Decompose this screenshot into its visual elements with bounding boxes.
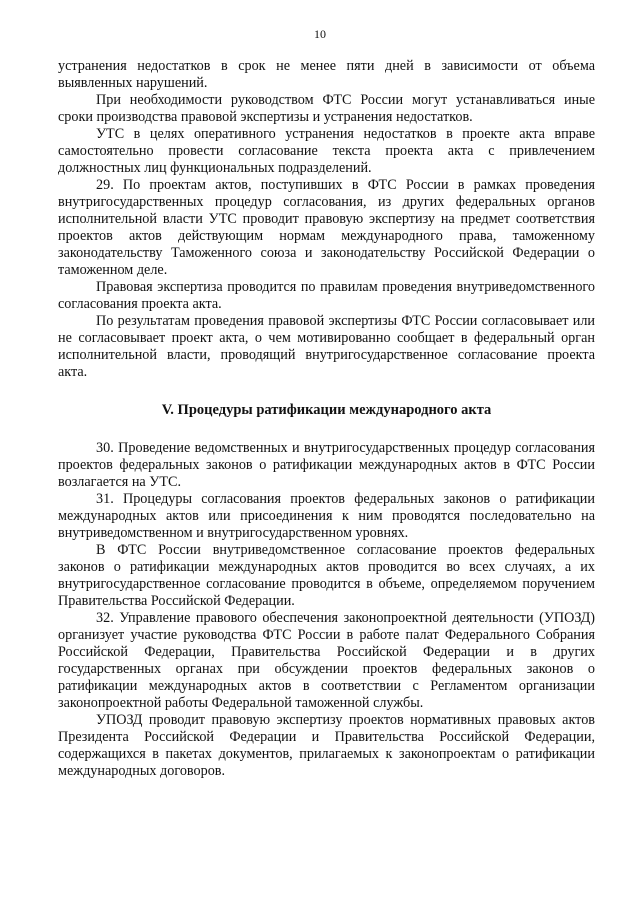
paragraph-uts-correction: УТС в целях оперативного устранения недостатков в проекте акта вправе самостоятельно провести согласование текста проекта акта с привлечением должностных лиц функциональных подразделений.	[58, 126, 595, 176]
paragraph-item-32: 32. Управление правового обеспечения законопроектной деятельности (УПОЗД) организует участие руководства ФТС России в работе палат Федерального Собрания Российской Федерации, Правительства Российской Федерации и в других государственных органах при обсуждении проектов федеральных законов о ратификации международных актов в соответствии с Регламентом организации законопроектной работы Федеральной таможенной службы.	[58, 610, 595, 711]
document-body	[58, 58, 595, 780]
paragraph-legal-expertise: Правовая экспертиза проводится по правилам проведения внутриведомственного согласования проекта акта.	[58, 279, 595, 312]
page-number: 10	[314, 27, 326, 41]
paragraph-internal-approval: В ФТС России внутриведомственное согласование проектов федеральных законов о ратификации международных актов проводится во всех случаях, а их внутригосударственное согласование проводится в объеме, определяемом поручением Правительства Российской Федерации.	[58, 542, 595, 609]
section-heading: V. Процедуры ратификации международного акта	[161, 402, 492, 418]
paragraph-expertise-results: По результатам проведения правовой экспертизы ФТС России согласовывает или не согласовывает проект акта, о чем мотивированно сообщает в федеральный орган исполнительной власти, проводящий внутригосударственное согласование проекта акта.	[58, 313, 595, 380]
paragraph-upozd-expertise: УПОЗД проводит правовую экспертизу проектов нормативных правовых актов Президента Российской Федерации и Правительства Российской Федерации, содержащихся в пакетах документов, прилагаемых к законопроектам о ратификации международных договоров.	[58, 712, 595, 779]
paragraph-continuation: устранения недостатков в срок не менее пяти дней в зависимости от объема выявленных нарушений.	[58, 58, 595, 91]
paragraph-deadlines: При необходимости руководством ФТС России могут устанавливаться иные сроки производства правовой экспертизы и устранения недостатков.	[58, 92, 595, 125]
paragraph-item-29: 29. По проектам актов, поступивших в ФТС России в рамках проведения внутригосударственных процедур согласования, из других федеральных органов исполнительной власти УТС проводит правовую экспертизу на предмет соответствия проектов актов действующим нормам международного права, таможенному законодательству Таможенного союза и законодательству Российской Федерации о таможенном деле.	[58, 177, 595, 278]
paragraph-item-31: 31. Процедуры согласования проектов федеральных законов о ратификации международных актов или присоединения к ним проводятся последовательно на внутриведомственном и внутригосударственном уровнях.	[58, 491, 595, 541]
paragraph-item-30: 30. Проведение ведомственных и внутригосударственных процедур согласования проектов федеральных законов о ратификации международных актов в ФТС России возлагается на УТС.	[58, 440, 595, 490]
